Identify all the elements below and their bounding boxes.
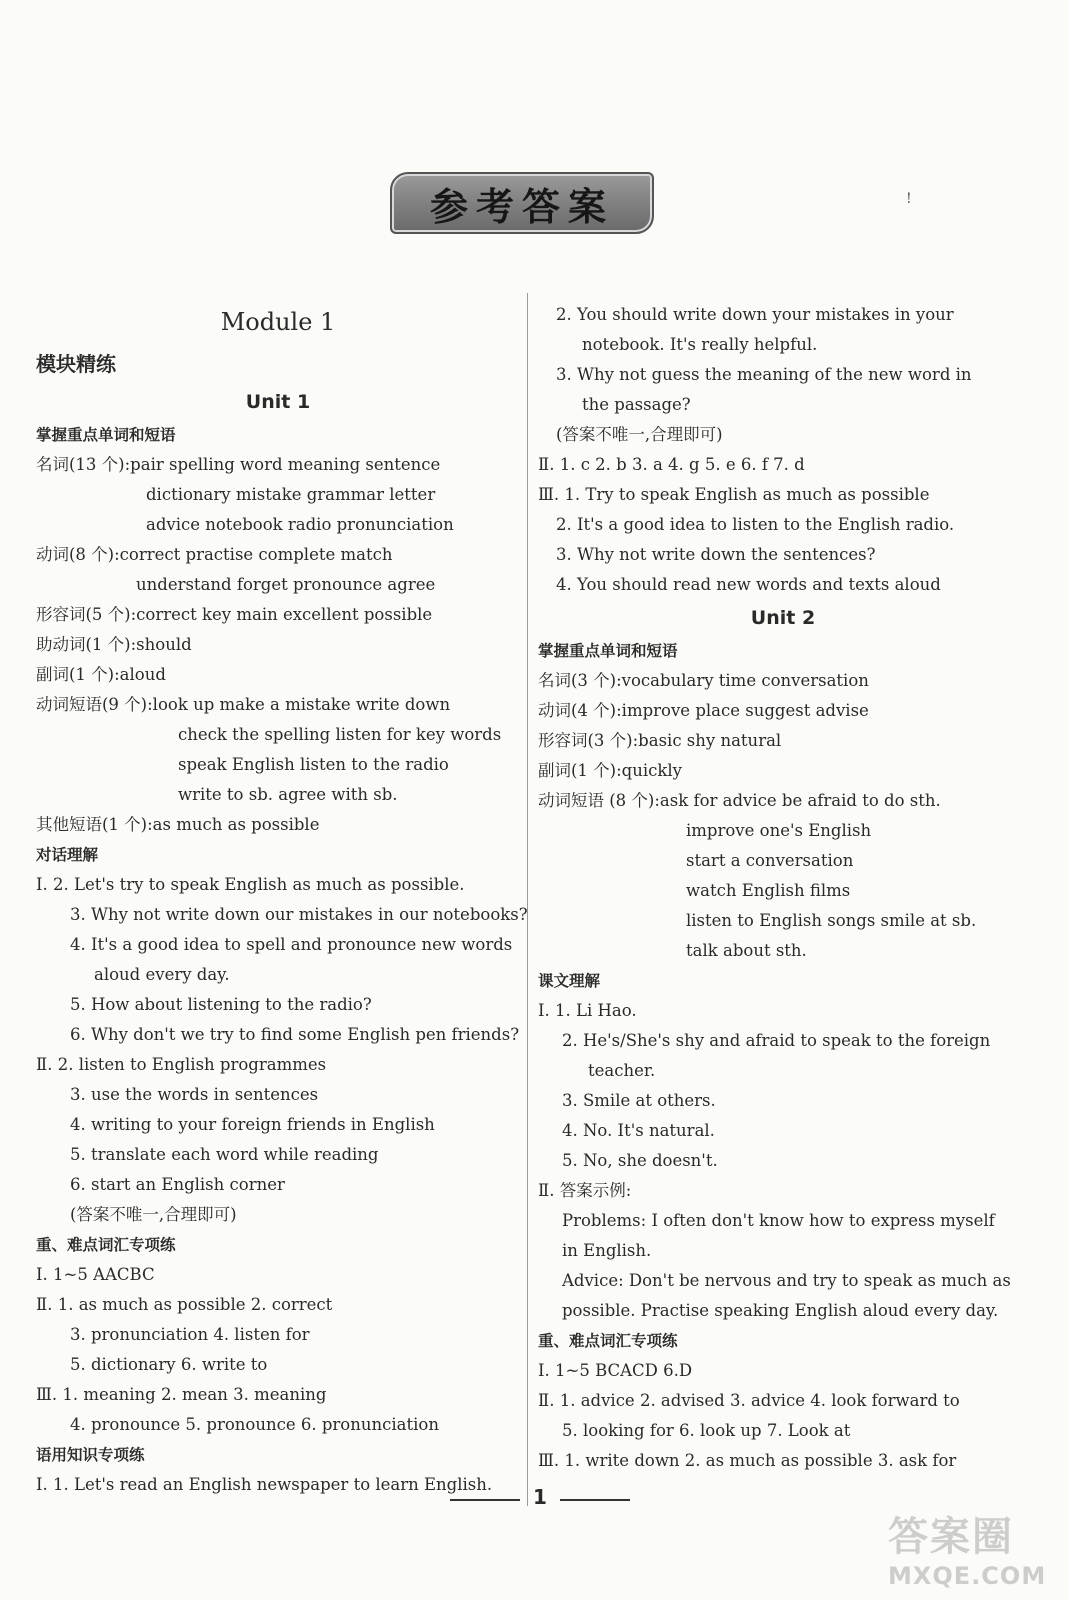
answer-line: 5. dictionary 6. write to <box>70 1355 268 1374</box>
answer-line: improve one's English <box>686 821 872 840</box>
answer-line: 形容词(3 个):basic shy natural <box>538 731 782 750</box>
answer-line: speak English listen to the radio <box>178 755 449 774</box>
answer-line: 动词(8 个):correct practise complete match <box>36 545 393 564</box>
answer-line: 4. writing to your foreign friends in English <box>70 1115 435 1134</box>
footer-left-ornament <box>450 1499 520 1501</box>
answer-line: 4. No. It's natural. <box>562 1121 715 1140</box>
right-column <box>538 300 1028 1476</box>
answer-line: teacher. <box>588 1061 656 1080</box>
answer-line: 2. It's a good idea to listen to the English radio. <box>556 515 955 534</box>
answer-line: 3. pronunciation 4. listen for <box>70 1325 310 1344</box>
answer-line: 助动词(1 个):should <box>36 635 192 654</box>
answer-line: Ⅲ. 1. Try to speak English as much as possible <box>538 485 930 504</box>
page-title: 参考答案 <box>390 172 654 234</box>
sub-heading: 掌握重点单词和短语 <box>538 642 678 660</box>
answer-line: Ⅱ. 答案示例: <box>538 1181 632 1200</box>
answer-line: Ⅱ. 1. advice 2. advised 3. advice 4. look forward to <box>538 1391 960 1410</box>
answer-line: the passage? <box>582 395 691 414</box>
answer-line: Ⅱ. 1. c 2. b 3. a 4. g 5. e 6. f 7. d <box>538 455 805 474</box>
answer-line: 5. translate each word while reading <box>70 1145 379 1164</box>
answer-line: 5. looking for 6. look up 7. Look at <box>562 1421 851 1440</box>
answer-line: Ⅰ. 1~5 AACBC <box>36 1265 155 1284</box>
answer-line: start a conversation <box>686 851 854 870</box>
sub-heading: 掌握重点单词和短语 <box>36 426 176 444</box>
answer-line: (答案不唯一,合理即可) <box>556 425 723 444</box>
answer-line: 6. Why don't we try to find some English pen friends? <box>70 1025 520 1044</box>
answer-line: 4. pronounce 5. pronounce 6. pronunciation <box>70 1415 439 1434</box>
answer-line: understand forget pronounce agree <box>136 575 436 594</box>
answer-line: dictionary mistake grammar letter <box>146 485 436 504</box>
answer-line: 其他短语(1 个):as much as possible <box>36 815 320 834</box>
sub-heading: 对话理解 <box>36 846 99 864</box>
answer-line: 名词(13 个):pair spelling word meaning sentence <box>36 455 441 474</box>
answer-line: 3. Why not guess the meaning of the new word in <box>556 365 972 384</box>
answer-line: 4. It's a good idea to spell and pronounce new words <box>70 935 513 954</box>
sub-heading: 语用知识专项练 <box>36 1446 145 1464</box>
answer-line: 动词短语(9 个):look up make a mistake write down <box>36 695 451 714</box>
section-heading: 模块精练 <box>36 352 116 376</box>
answer-line: 动词短语 (8 个):ask for advice be afraid to do sth. <box>538 791 941 810</box>
answer-line: write to sb. agree with sb. <box>178 785 398 804</box>
answer-line: Ⅲ. 1. write down 2. as much as possible 3. ask for <box>538 1451 957 1470</box>
answer-line: (答案不唯一,合理即可) <box>70 1205 237 1224</box>
answer-line: Ⅰ. 1. Li Hao. <box>538 1001 637 1020</box>
answer-line: 3. Why not write down the sentences? <box>556 545 876 564</box>
answer-line: Problems: I often don't know how to express myself <box>562 1211 995 1230</box>
answer-line: aloud every day. <box>94 965 230 984</box>
answer-line: 4. You should read new words and texts aloud <box>556 575 941 594</box>
answer-line: 副词(1 个):quickly <box>538 761 682 780</box>
answer-line: Ⅰ. 1. Let's read an English newspaper to learn English. <box>36 1475 493 1494</box>
answer-line: advice notebook radio pronunciation <box>146 515 454 534</box>
answer-line: possible. Practise speaking English aloud every day. <box>562 1301 999 1320</box>
module-heading: Module 1 <box>220 308 336 336</box>
answer-line: 5. No, she doesn't. <box>562 1151 718 1170</box>
answer-line: 副词(1 个):aloud <box>36 665 166 684</box>
answer-line: Ⅰ. 1~5 BCACD 6.D <box>538 1361 693 1380</box>
answer-line: Ⅰ. 2. Let's try to speak English as much as possible. <box>36 875 465 894</box>
sub-heading: 重、难点词汇专项练 <box>36 1236 176 1254</box>
answer-line: 3. Why not write down our mistakes in our notebooks? <box>70 905 528 924</box>
answer-line: in English. <box>562 1241 652 1260</box>
answer-line: Ⅱ. 2. listen to English programmes <box>36 1055 327 1074</box>
sub-heading: 重、难点词汇专项练 <box>538 1332 678 1350</box>
left-column <box>36 300 528 1500</box>
answer-line: 形容词(5 个):correct key main excellent possible <box>36 605 433 624</box>
answer-line: 2. You should write down your mistakes in your <box>556 305 954 324</box>
answer-line: Ⅱ. 1. as much as possible 2. correct <box>36 1295 333 1314</box>
page-footer <box>420 1485 660 1509</box>
sub-heading: 课文理解 <box>538 972 601 990</box>
answer-line: 2. He's/She's shy and afraid to speak to the foreign <box>562 1031 991 1050</box>
footer-right-ornament <box>560 1499 630 1501</box>
answer-line: check the spelling listen for key words <box>178 725 502 744</box>
page-number: 1 <box>533 1485 547 1509</box>
answer-line: 3. use the words in sentences <box>70 1085 319 1104</box>
answer-line: Ⅲ. 1. meaning 2. mean 3. meaning <box>36 1385 327 1404</box>
answer-line: 名词(3 个):vocabulary time conversation <box>538 671 869 690</box>
answer-line: watch English films <box>686 881 851 900</box>
unit-heading: Unit 2 <box>750 607 816 629</box>
answer-line: 3. Smile at others. <box>562 1091 716 1110</box>
watermark-chinese: 答案圈 <box>888 1514 1014 1560</box>
watermark-url: MXQE.COM <box>888 1562 1047 1590</box>
tick-mark: ! <box>906 191 912 207</box>
answer-line: listen to English songs smile at sb. <box>686 911 977 930</box>
answer-line: notebook. It's really helpful. <box>582 335 818 354</box>
answer-line: talk about sth. <box>686 941 807 960</box>
answer-line: Advice: Don't be nervous and try to speak as much as <box>562 1271 1011 1290</box>
answer-line: 5. How about listening to the radio? <box>70 995 372 1014</box>
answer-line: 动词(4 个):improve place suggest advise <box>538 701 869 720</box>
unit-heading: Unit 1 <box>245 391 311 413</box>
watermark-logo <box>888 1505 1063 1595</box>
answer-line: 6. start an English corner <box>70 1175 285 1194</box>
